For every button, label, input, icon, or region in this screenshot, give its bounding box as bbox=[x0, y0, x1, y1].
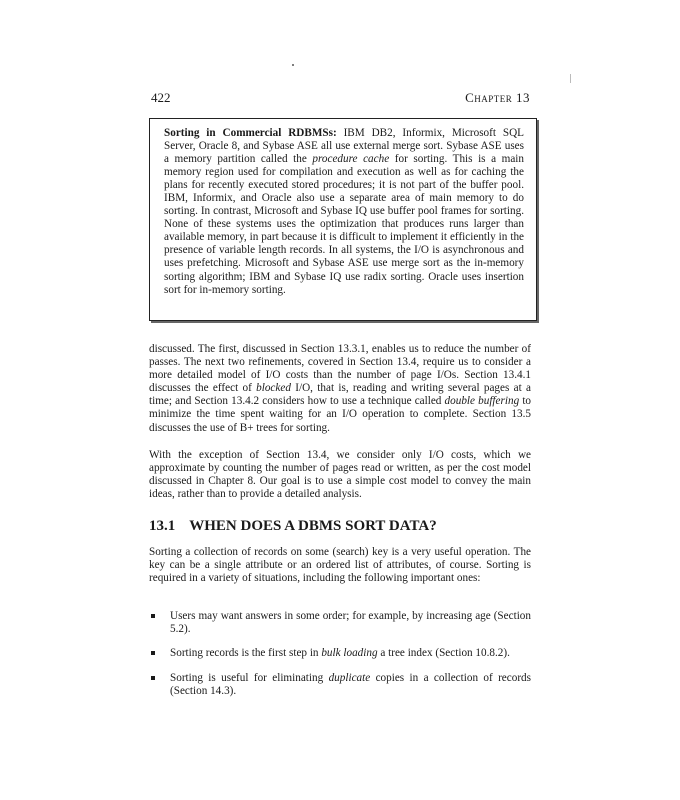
section-heading bbox=[149, 518, 437, 535]
list-item-text: Sorting is useful for eliminating bbox=[170, 672, 329, 685]
paragraph-text: I/O, that is, reading and writing several pages at a time; and Section 13.4.2 considers how to use a technique called bbox=[149, 382, 532, 408]
page-number: 422 bbox=[151, 90, 171, 105]
list-item-text: copies in a collection of records (Section 14.3). bbox=[170, 672, 532, 698]
paragraph-cost-model: With the exception of Section 13.4, we consider only I/O costs, which we approximate by counting the number of pages read or written, as per the cost model discussed in Chapter 8. Our goal is to use a simple cost model to convey the main ideas, rather than to provide a detailed analysis. bbox=[149, 449, 531, 501]
section-number: 13.1 bbox=[149, 518, 176, 534]
bullet-square-icon bbox=[151, 651, 155, 655]
list-item bbox=[149, 672, 531, 698]
paragraph-sorting-intro: Sorting a collection of records on some (search) key is a very useful operation. The key can be a single attribute or an ordered list of attributes, of course. Sorting is required in a variety of situations, including the following important ones: bbox=[149, 546, 531, 585]
list-item-text: Users may want answers in some order; for example, by increasing age (Section 5.2). bbox=[170, 610, 531, 636]
list-item-text: a tree index (Section 10.8.2). bbox=[377, 647, 510, 660]
term-bulk-loading: bulk loading bbox=[321, 647, 378, 660]
sidebar-text: IBM DB2, Informix, Microsoft SQL Server, Oracle 8, and Sybase ASE all use external merge sort. Sybase ASE uses a memory partition called the bbox=[164, 127, 524, 166]
term-procedure-cache: procedure cache bbox=[312, 153, 390, 166]
bullet-square-icon bbox=[151, 614, 155, 618]
term-double-buffering: double buffering bbox=[444, 395, 520, 408]
list-item bbox=[149, 610, 531, 636]
scan-mark bbox=[570, 74, 571, 83]
sidebar-box-commercial-rdbms bbox=[149, 118, 537, 321]
paragraph-text: to minimize the time spent waiting for an I/O operation to complete. Section 13.5 discusses the use of B+ trees for sorting. bbox=[149, 395, 532, 434]
term-blocked: blocked bbox=[256, 382, 291, 395]
paragraph-refinements bbox=[149, 343, 531, 435]
paragraph-text: discussed. The first, discussed in Section 13.3.1, enables us to reduce the number of passes. The next two refinements, covered in Section 13.4, require us to consider a more detailed model of I/O costs than the number of page I/Os. Section 13.4.1 discusses the effect of bbox=[149, 343, 531, 395]
running-header-chapter: Chapter 13 bbox=[465, 90, 530, 105]
term-duplicate: duplicate bbox=[328, 672, 371, 685]
bullet-list bbox=[149, 610, 531, 709]
section-title: WHEN DOES A DBMS SORT DATA? bbox=[189, 518, 437, 534]
sidebar-title: Sorting in Commercial RDBMSs: bbox=[164, 127, 337, 139]
bullet-square-icon bbox=[151, 676, 155, 680]
list-item-text: Sorting records is the first step in bbox=[170, 647, 322, 660]
scan-speck bbox=[292, 64, 294, 66]
list-item bbox=[149, 647, 531, 660]
sidebar-text-continued: for sorting. This is a main memory region used for compilation and execution as well as for caching the plans for recently executed stored procedures; it is not part of the buffer pool. IBM, Informix, and Oracle also use a separate area of main memory to do sorting. In contrast, Microsoft and Sybase IQ use buffer pool frames for sorting. None of these systems uses the optimization that produces runs larger than available memory, in part because it is difficult to implement it efficiently in the presence of variable length records. In all systems, the I/O is asynchronous and uses prefetching. Microsoft and Sybase ASE use merge sort as the in-memory sorting algorithm; IBM and Sybase IQ use radix sorting. Oracle uses insertion sort for in-memory sorting. bbox=[164, 153, 525, 296]
